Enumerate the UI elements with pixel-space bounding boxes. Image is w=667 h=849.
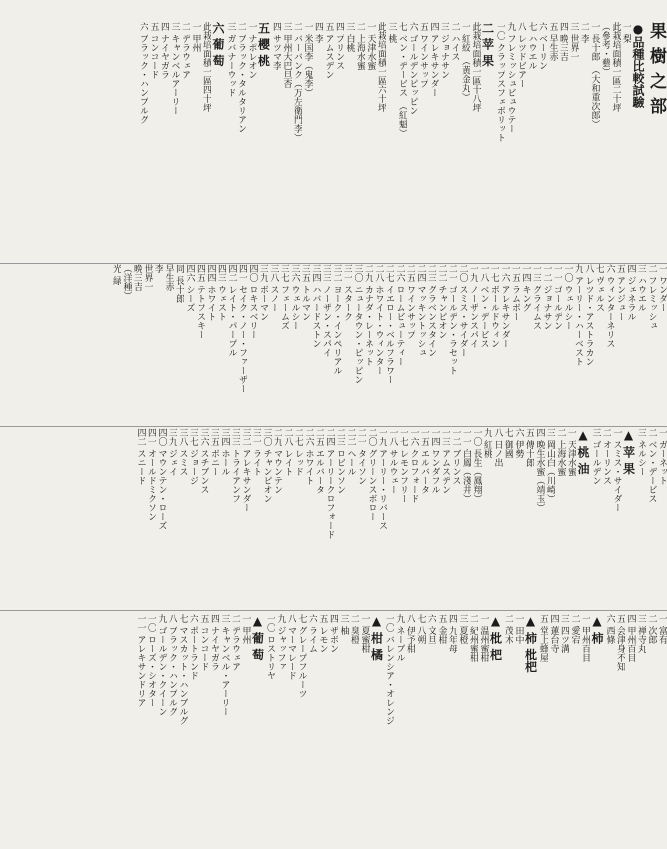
text-column: 二 茂木 xyxy=(503,614,513,644)
text-column: 五 傳十郎 xyxy=(524,428,534,467)
text-column: 四一 オールドミクソン xyxy=(146,428,156,521)
text-column: 四 ザボン xyxy=(328,614,338,653)
text-column: 三 世界一 xyxy=(568,22,579,61)
text-column: 一 紅絞 （黄金丸） xyxy=(460,22,470,102)
text-column: 四 プリンス xyxy=(334,22,344,70)
text-column: 六 西條 xyxy=(604,614,615,644)
text-column: 一 ナポレオン xyxy=(246,22,257,79)
text-column: 一 長十郎 （大和重次郎） xyxy=(589,22,600,129)
text-column: 二三 ロビンソン xyxy=(335,428,345,494)
text-column: 二八 レイト xyxy=(282,428,293,476)
divider-line xyxy=(0,426,667,427)
text-column: 二 次郎 xyxy=(646,614,657,644)
text-column: 六 ウィンターネリス xyxy=(604,264,615,348)
text-column: 一 スミス・サイダー xyxy=(611,428,622,512)
text-column: 同 長十郎 xyxy=(174,264,184,303)
text-column: 一三 グライムス xyxy=(531,264,541,330)
text-column: 五 金柑 xyxy=(436,614,447,644)
text-column: 一一 ゴールデン xyxy=(552,264,562,330)
text-column: ▲ 柿 枇杷 xyxy=(523,614,538,673)
text-column: 三三 トライアンフ xyxy=(230,428,240,503)
text-column: 李 xyxy=(153,264,163,273)
text-column: 三九 ジェイ xyxy=(167,428,177,476)
text-column: 四 サツマ李 xyxy=(271,22,281,70)
text-column: 四 ナイヤガラ xyxy=(209,614,219,671)
text-column: 二二 ヘール xyxy=(345,428,356,476)
text-column: 二 フレミッシュ xyxy=(646,264,657,330)
text-column: 九 ジャッファ xyxy=(275,614,286,671)
text-column: 一一 白鳳（淺井） xyxy=(461,428,471,503)
text-column: 一 ガーネット xyxy=(657,428,667,485)
text-column: 一 天津水蜜 xyxy=(365,22,376,70)
text-column: 四〇 マウンテン・ローズ xyxy=(156,428,167,530)
text-column: 一 田中 xyxy=(513,614,524,644)
text-column: 一六 クロフォード xyxy=(408,428,419,503)
text-column: 四 李 xyxy=(313,22,323,43)
text-column: ▲ 枇 杷 xyxy=(488,614,503,661)
text-column: 三二 ヨーク・インペリアル xyxy=(331,264,342,375)
text-column: 七 ヴェルス xyxy=(594,264,604,312)
text-column: 三 ハウエル xyxy=(636,264,646,312)
text-column: 三〇 チャンピオン xyxy=(261,428,272,503)
text-column: 二四 マッキントッシュ xyxy=(415,264,426,357)
text-column: 二 ハイス xyxy=(449,22,460,61)
divider-line xyxy=(0,610,667,611)
text-column: 一 梨 xyxy=(621,22,631,43)
text-column: 二〇 スミス・サイダー xyxy=(457,264,468,357)
text-column: 一 甲州 xyxy=(190,22,201,52)
text-column: 二九 マウンテン xyxy=(272,428,282,494)
text-column: 世界一 xyxy=(142,264,153,291)
text-column: 三 甲州大巴旦杏 xyxy=(281,22,292,88)
text-column: 六 ゴールデンピッピン xyxy=(407,22,418,115)
text-column: 七 ベン・デービス （紅魁） xyxy=(397,22,407,138)
text-column: 六 伊勢 xyxy=(513,428,524,458)
text-column: 三 キャンベルアーリー xyxy=(169,22,180,115)
text-column: 一六 アレキサンダー xyxy=(499,264,510,348)
text-column: 二六 ロームビューティー xyxy=(394,264,405,366)
text-column: 八 伊予柑 xyxy=(405,614,415,653)
text-column: 一五 ラムボー xyxy=(510,264,520,321)
text-column: 二八 ホワイト・ウィンター xyxy=(373,264,384,375)
text-column: 一〇 バレンシア・オレンジ xyxy=(384,614,394,725)
text-column: 三 白桃 xyxy=(344,22,355,52)
text-column: 五 早生赤 xyxy=(547,22,558,61)
text-column: 四 アレキサンダー xyxy=(428,22,439,97)
text-column: 九 ゴールデン・クイーン xyxy=(156,614,167,716)
text-column: 三五 トルマン xyxy=(300,264,310,321)
text-column: 二一 ゴールデン・ラセット xyxy=(447,264,457,375)
text-column: 三 四ツ溝 xyxy=(559,614,569,653)
text-column: 二〇 グリーンスボロー xyxy=(366,428,377,521)
text-column: ▲ 葡 萄 xyxy=(250,614,265,661)
text-column: 二九 カナダ・レーネット xyxy=(363,264,373,366)
text-column: 五 アンジュー xyxy=(615,264,625,321)
text-column: 一二 ジョナサン xyxy=(541,264,552,330)
text-column: 五 ワインサップ xyxy=(418,22,428,88)
text-column: 二 オーリンス xyxy=(601,428,611,485)
text-column: 四二 レイト・パープル xyxy=(226,264,237,357)
text-column: 五 レモン xyxy=(317,614,328,653)
text-column: 一八 ベン・デービス xyxy=(478,264,489,348)
text-column: 六 ベーリン xyxy=(537,22,547,70)
text-column: 三三 ノーザン・スパイ xyxy=(321,264,331,357)
text-band-3 xyxy=(0,428,667,606)
text-column: ▲ 柿 xyxy=(590,614,604,645)
text-column: 二 デラウェア xyxy=(180,22,190,79)
text-column: （洋種） xyxy=(121,264,132,300)
text-column: 七 マスカット・ハンブルグ xyxy=(177,614,188,725)
text-column: 一四 キング xyxy=(520,264,531,312)
text-column: 三一 スターク xyxy=(342,264,352,321)
text-column: 三 ジョナサン xyxy=(439,22,449,79)
text-column: 七 御國 xyxy=(503,428,513,458)
text-column: 一〇 クラップスフェボリット xyxy=(495,22,505,142)
text-column: 早生赤 xyxy=(163,264,174,291)
text-column: 一 甲州百目 xyxy=(580,614,590,662)
text-column: 六 ライム xyxy=(307,614,317,653)
text-band-1 xyxy=(0,22,667,260)
text-column: 八 ブラック・ハンブルグ xyxy=(167,614,177,716)
text-column: 二 ベン・デービス xyxy=(646,428,657,503)
text-column: 一三 アムスデン xyxy=(440,428,450,494)
text-column: 一〇 ウェルシー xyxy=(562,264,573,330)
text-column: 三七 フェームズ xyxy=(279,264,289,330)
text-column: ▲ 苹 果 xyxy=(621,428,636,475)
text-column: 一七 レモンフリー xyxy=(398,428,408,503)
text-column: 九 ネーブル xyxy=(394,614,405,662)
text-column: 三 ガバナーウッド xyxy=(225,22,236,97)
text-column: 二七 イエロー・ベルフラワー xyxy=(384,264,394,384)
text-column: 此栽培面積一區四十坪 xyxy=(201,22,211,112)
text-column: 五 会津身不知 xyxy=(615,614,625,671)
text-column: 二三 グラベンスタイン xyxy=(426,264,436,357)
text-column: 九 フレミッシュビュウテー xyxy=(505,22,516,133)
text-column: 二二 チャンピオン xyxy=(436,264,447,339)
text-column: 三 夏橙 xyxy=(457,614,468,644)
text-column: 四 甲州百目 xyxy=(625,614,636,662)
text-column: 四〇 ロキスベリー xyxy=(247,264,258,339)
text-column: 二 上海水蜜 xyxy=(555,428,566,476)
text-column: 九 アーリー・ハーベスト xyxy=(573,264,583,366)
text-column: 一 夏蜜柑 xyxy=(359,614,370,653)
text-column: 四二 スニード xyxy=(135,428,146,485)
text-column: 三二 アレキサンダー xyxy=(240,428,251,512)
text-column: 七 八朔 xyxy=(415,614,426,644)
text-column: ▲ 柑 橘 xyxy=(369,614,384,661)
text-column: 五 櫻 桃 xyxy=(256,22,271,67)
text-column: 三 岡山白（川崎） xyxy=(545,428,555,503)
text-column: 三五 ボニー xyxy=(209,428,219,476)
text-column: 四一 セイク・ノー・ファーザー xyxy=(237,264,247,393)
text-column: 二 バーバンク（万左衛門李） xyxy=(292,22,302,142)
text-column: 四 ナイヤガラ xyxy=(159,22,169,79)
text-column: 此栽培面積一區二十坪 xyxy=(610,22,621,112)
text-band-2 xyxy=(0,264,667,424)
text-column: 三六 スチブンス xyxy=(198,428,209,494)
text-column: 三七 ジョージ xyxy=(188,428,198,485)
text-column: 六 ポートランド xyxy=(188,614,198,680)
text-column: 四五 テトフスキー xyxy=(195,264,205,339)
text-column: 三四 ホール xyxy=(219,428,230,476)
text-column: 一 米国李（鬼李） xyxy=(302,22,313,97)
text-column: 三 ネルシー xyxy=(636,428,646,476)
text-column: 二 デラウェア xyxy=(230,614,240,671)
text-column: （參考・藝） xyxy=(600,22,610,76)
text-column: 一〇 ロストリヤ xyxy=(265,614,275,680)
text-column: 三 柚 xyxy=(338,614,349,635)
text-column: 八 レツド・アストラカン xyxy=(583,264,594,366)
text-column: 五 アムスデン xyxy=(323,22,334,79)
text-column: 一九 ノーザンスパイ xyxy=(468,264,478,348)
text-column: 一 甲州 xyxy=(240,614,251,644)
text-column: 二一 タイソン xyxy=(356,428,366,485)
text-column: 二 上海水蜜 xyxy=(355,22,365,70)
text-column: 一八 サルウェー xyxy=(387,428,398,494)
text-column: 三〇 ニュータウン・ピッピン xyxy=(352,264,363,384)
text-column: 此栽培面積一區六十坪 xyxy=(376,22,386,112)
text-column: 此栽培面積一區十八坪 xyxy=(470,22,481,112)
text-column: ●品種比較試驗 xyxy=(631,22,645,108)
text-column: 二四 アーリークロフォード xyxy=(324,428,335,539)
text-column: 一 天津水蜜 xyxy=(566,428,576,476)
text-column: 四 晩生水蜜（靖玉） xyxy=(534,428,545,512)
text-column: 四六 シーズ xyxy=(184,264,195,312)
text-column: 二五 ワインサップ xyxy=(405,264,415,339)
text-column: 一 ワンダー xyxy=(657,264,667,312)
text-column: 七 ハウエル xyxy=(526,22,537,70)
text-column: 四 ジェネラル xyxy=(625,264,636,321)
text-column: 三 キャンベル・アーリー xyxy=(219,614,230,716)
text-column: 七 グレープフルーツ xyxy=(296,614,307,698)
text-column: 三八 スミス xyxy=(177,428,188,476)
text-column: 光 緑 xyxy=(111,264,121,285)
text-column: 六 ブラック・ハンブルグ xyxy=(138,22,148,124)
text-column: 一 温州蜜柑 xyxy=(478,614,489,662)
text-column: 二 苹 果 xyxy=(480,22,495,67)
text-column: 一一 アレキサンドリア xyxy=(135,614,146,707)
text-column: 二 李 xyxy=(579,22,589,43)
text-column: 三九 ボーマン xyxy=(258,264,268,321)
text-column: 二七 レッド xyxy=(293,428,303,476)
text-column: ▲ 桃 油 xyxy=(576,428,590,475)
text-band-4 xyxy=(0,614,667,846)
text-column: 一五 エルバータ xyxy=(419,428,429,494)
text-column: 二 臭橙 xyxy=(349,614,359,644)
text-column: 四 晩三吉 xyxy=(558,22,568,61)
text-column: 三六 ウェルシー xyxy=(289,264,300,330)
text-column: 二 紀州蜜柑 xyxy=(468,614,478,662)
text-column: 一〇 長生（鳳翔） xyxy=(471,428,482,503)
text-column: 四三 ウェスト xyxy=(216,264,226,321)
text-column: 三 桃 xyxy=(386,22,397,43)
text-column: 一〇 ローズ・シオター xyxy=(146,614,156,707)
text-column: 三八 スノー xyxy=(268,264,279,312)
text-column: 三 ゴールデン xyxy=(590,428,601,485)
text-column: 八 日ノ出 xyxy=(492,428,503,467)
text-column: 三 禅寺丸 xyxy=(636,614,646,653)
text-column: 九 紅桃 xyxy=(482,428,492,458)
text-column: 一七 ボールドウィン xyxy=(489,264,499,348)
text-column: 二五 エルバータ xyxy=(314,428,324,494)
text-column: 二 愛宕 xyxy=(569,614,580,644)
text-column: 八 マーマレード xyxy=(286,614,296,680)
text-column: 五 コンコード xyxy=(198,614,209,671)
text-column: 五 コンコード xyxy=(148,22,159,79)
text-column: 二六 ホワイト xyxy=(303,428,314,485)
text-column: 一九 アーリー・リバース xyxy=(377,428,387,530)
text-column: 五 堂上蜂屋 xyxy=(538,614,548,662)
page-title: 果樹之部 xyxy=(646,22,666,122)
text-column: 六 葡 萄 xyxy=(211,22,225,67)
text-column: 一二 ブリンス xyxy=(450,428,461,485)
text-column: 四 蓮台寺 xyxy=(548,614,559,653)
text-column: 二 ブラック・タルタリアン xyxy=(236,22,246,133)
text-column: 一 富有 xyxy=(657,614,667,644)
text-column: 八 レツドビアー xyxy=(516,22,526,88)
text-column: 三一 ライト xyxy=(251,428,261,476)
text-column: 晩三吉 xyxy=(132,264,142,291)
text-column: 一四 ワンダフル xyxy=(429,428,440,494)
text-column: 四 九年母 xyxy=(447,614,457,653)
text-column: 六 文旦 xyxy=(426,614,436,644)
text-column: 四四 ホワイト xyxy=(205,264,216,321)
text-column: 三四 ハバードストン xyxy=(310,264,321,348)
